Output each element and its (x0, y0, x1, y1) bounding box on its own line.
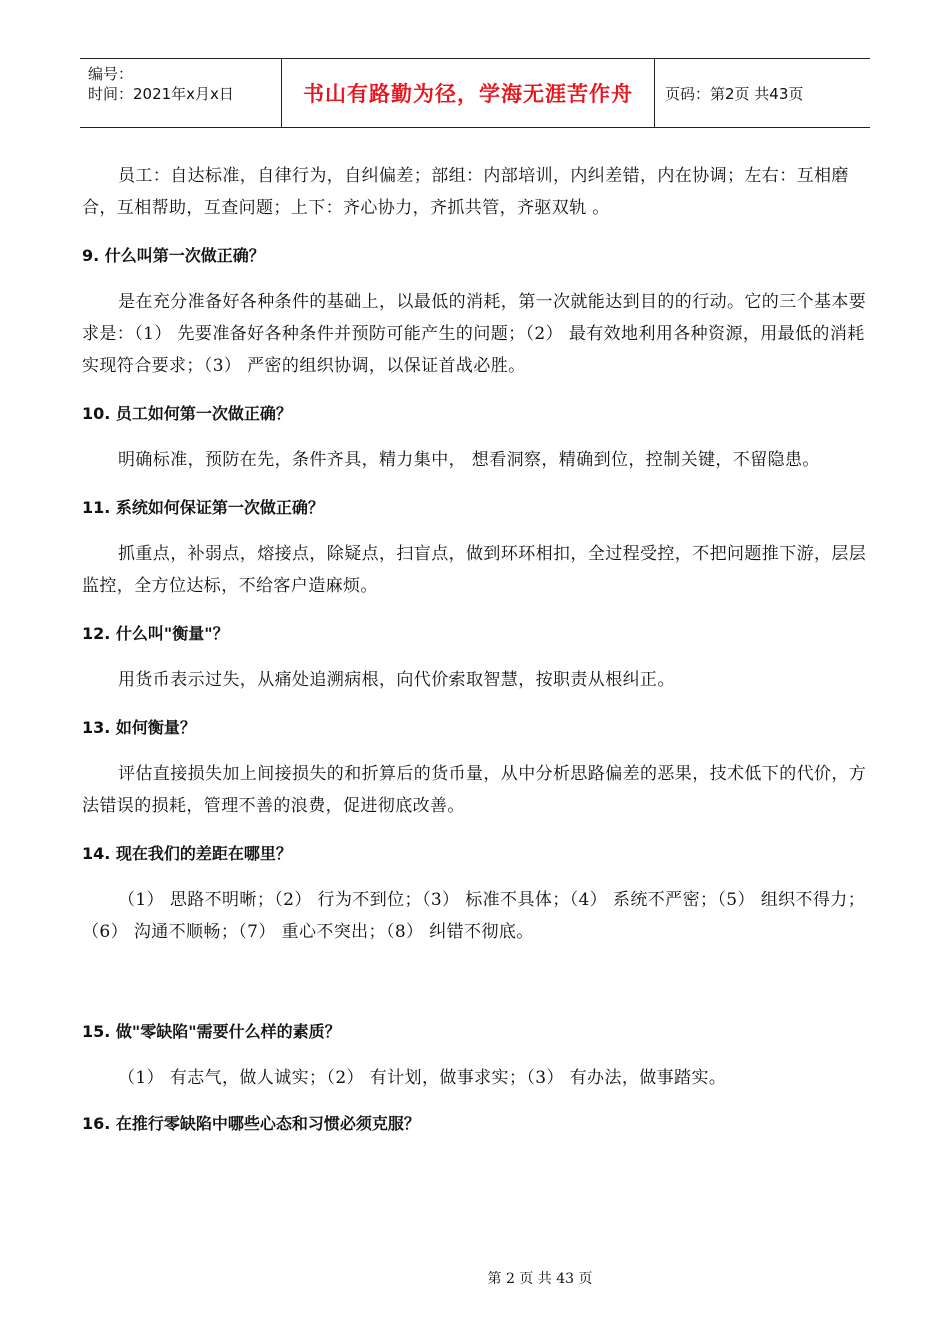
question-15: 15. 做"零缺陷"需要什么样的素质？ (82, 1022, 341, 1041)
question-9: 9. 什么叫第一次做正确？ (82, 246, 265, 265)
question-11: 11. 系统如何保证第一次做正确？ (82, 498, 324, 517)
time-label: 时间：2021年x月x日 (88, 85, 234, 103)
answer-13: 评估直接损失加上间接损失的和折算后的货币量，从中分析思路偏差的恶果，技术低下的代价，方法错误的损耗，管理不善的浪费，促进彻底改善。 (82, 764, 867, 816)
question-10: 10. 员工如何第一次做正确？ (82, 404, 292, 423)
header-motto: 书山有路勤为径，学海无涯苦作舟 (282, 59, 655, 127)
header-page-info: 页码：第2页 共43页 (665, 84, 804, 103)
number-label: 编号： (88, 65, 134, 83)
document-body (82, 160, 872, 1136)
header-meta (80, 59, 282, 127)
answer-15: （1） 有志气，做人诚实；（2） 有计划，做事求实；（3） 有办法，做事踏实。 (118, 1068, 727, 1088)
answer-12: 用货币表示过失，从痛处追溯病根，向代价索取智慧，按职责从根纠正。 (118, 670, 675, 690)
question-16: 16. 在推行零缺陷中哪些心态和习惯必须克服？ (82, 1114, 420, 1133)
answer-10: 明确标准，预防在先，条件齐具，精力集中， 想看洞察，精确到位，控制关键，不留隐患。 (118, 450, 820, 470)
answer-9: 是在充分准备好各种条件的基础上，以最低的消耗，第一次就能达到目的的行动。它的三个基本要求是：（1） 先要准备好各种条件并预防可能产生的问题；（2） 最有效地利用各种资源，用最低的消耗实现符合要求；（3） 严密的组织协调，以保证首战必胜。 (82, 292, 867, 376)
question-12: 12. 什么叫"衡量"？ (82, 624, 229, 643)
intro-paragraph: 员工：自达标准，自律行为，自纠偏差；部组：内部培训，内纠差错，内在协调；左右：互相磨合，互相帮助，互查问题；上下：齐心协力，齐抓共管，齐驱双轨 。 (82, 166, 849, 218)
question-13: 13. 如何衡量？ (82, 718, 196, 737)
answer-11: 抓重点，补弱点，熔接点，除疑点，扫盲点，做到环环相扣，全过程受控，不把问题推下游，层层监控，全方位达标，不给客户造麻烦。 (82, 544, 867, 596)
answer-14: （1） 思路不明晰；（2） 行为不到位；（3） 标准不具体；（4） 系统不严密；（5） 组织不得力；（6） 沟通不顺畅；（7） 重心不突出；（8） 纠错不彻底。 (82, 890, 866, 942)
question-14: 14. 现在我们的差距在哪里？ (82, 844, 292, 863)
page-footer: 第 2 页 共 43 页 (487, 1271, 593, 1287)
page-header (80, 58, 870, 128)
